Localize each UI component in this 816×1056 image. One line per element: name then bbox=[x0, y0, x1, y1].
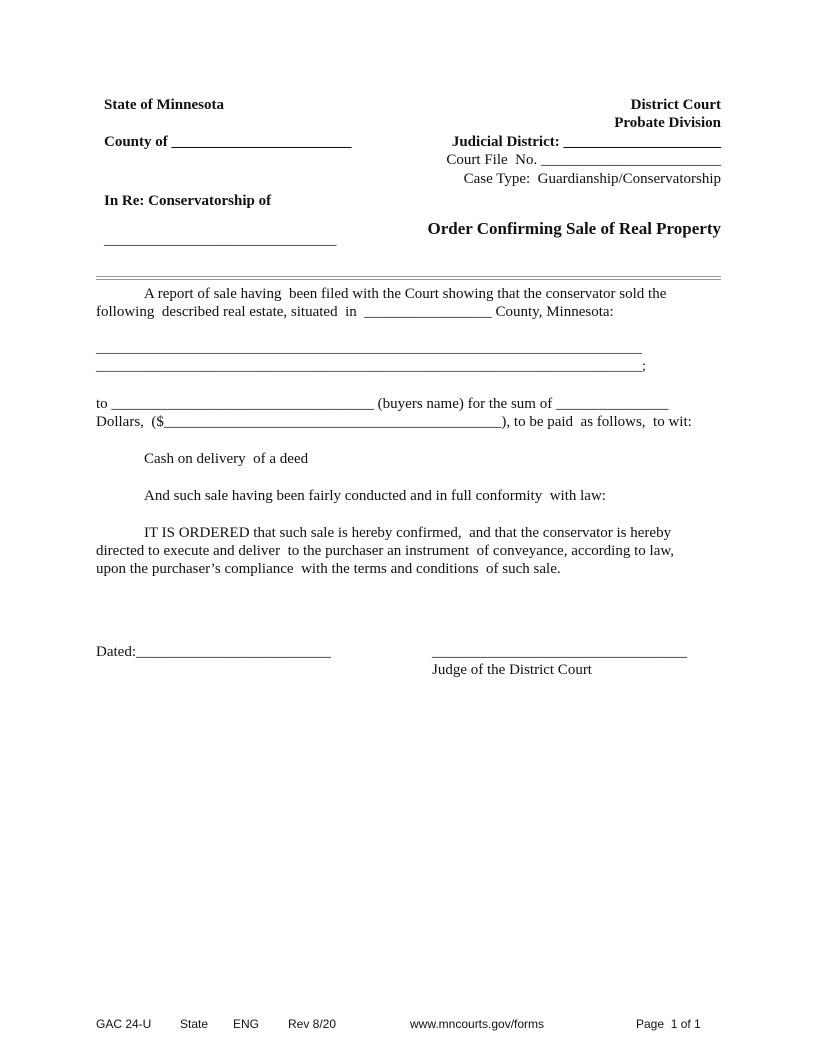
state-label: State of Minnesota bbox=[104, 97, 224, 113]
judicial-district-field[interactable]: Judicial District: _____________________ bbox=[451, 134, 721, 150]
division-label: Probate Division bbox=[614, 115, 721, 131]
in-re-label: In Re: Conservatorship of bbox=[104, 193, 272, 209]
order-line-1: IT IS ORDERED that such sale is hereby confirmed, and that the conservator is hereby bbox=[144, 525, 672, 541]
buyer-line[interactable]: to ___________________________________ (buyers name) for the sum of _______________ bbox=[96, 396, 669, 412]
court-file-field[interactable]: Court File No. ________________________ bbox=[446, 152, 721, 168]
ward-name-field[interactable]: _______________________________ bbox=[104, 232, 337, 248]
para1-line2: following described real estate, situated in _________________ County, Minnesota: bbox=[96, 304, 614, 320]
dollars-line[interactable]: Dollars, ($_____________________________________________), to be paid as follows, to wit: bbox=[96, 414, 692, 430]
para1-line1: A report of sale having been filed with the Court showing that the conservator sold the bbox=[144, 286, 667, 302]
county-field[interactable]: County of ________________________ bbox=[104, 134, 352, 150]
property-description-line-2[interactable]: ______________________________________________________________________________; bbox=[96, 359, 646, 374]
order-line-3: upon the purchaser’s compliance with the terms and conditions of such sale. bbox=[96, 561, 561, 577]
judge-signature-line[interactable]: __________________________________ bbox=[432, 644, 687, 660]
divider-bottom bbox=[96, 279, 721, 280]
cash-line: Cash on delivery of a deed bbox=[144, 451, 309, 467]
order-line-2: directed to execute and deliver to the purchaser an instrument of conveyance, according to law, bbox=[96, 543, 674, 559]
dated-field[interactable]: Dated:__________________________ bbox=[96, 644, 331, 660]
conformity-line: And such sale having been fairly conducted and in full conformity with law: bbox=[144, 488, 606, 504]
page-title: Order Confirming Sale of Real Property bbox=[427, 219, 721, 238]
judge-label: Judge of the District Court bbox=[432, 662, 592, 678]
footer-state: State bbox=[180, 1017, 209, 1031]
footer-page-number: Page 1 of 1 bbox=[636, 1017, 701, 1031]
court-label: District Court bbox=[630, 97, 721, 113]
footer-url[interactable]: www.mncourts.gov/forms bbox=[410, 1017, 545, 1031]
footer-revision: Rev 8/20 bbox=[288, 1017, 337, 1031]
property-description-line-1[interactable]: ______________________________________________________________________________ bbox=[96, 341, 642, 356]
footer-language: ENG bbox=[233, 1017, 260, 1031]
case-type: Case Type: Guardianship/Conservatorship bbox=[463, 171, 721, 187]
footer-form-number: GAC 24-U bbox=[96, 1017, 152, 1031]
divider-top bbox=[96, 276, 721, 277]
